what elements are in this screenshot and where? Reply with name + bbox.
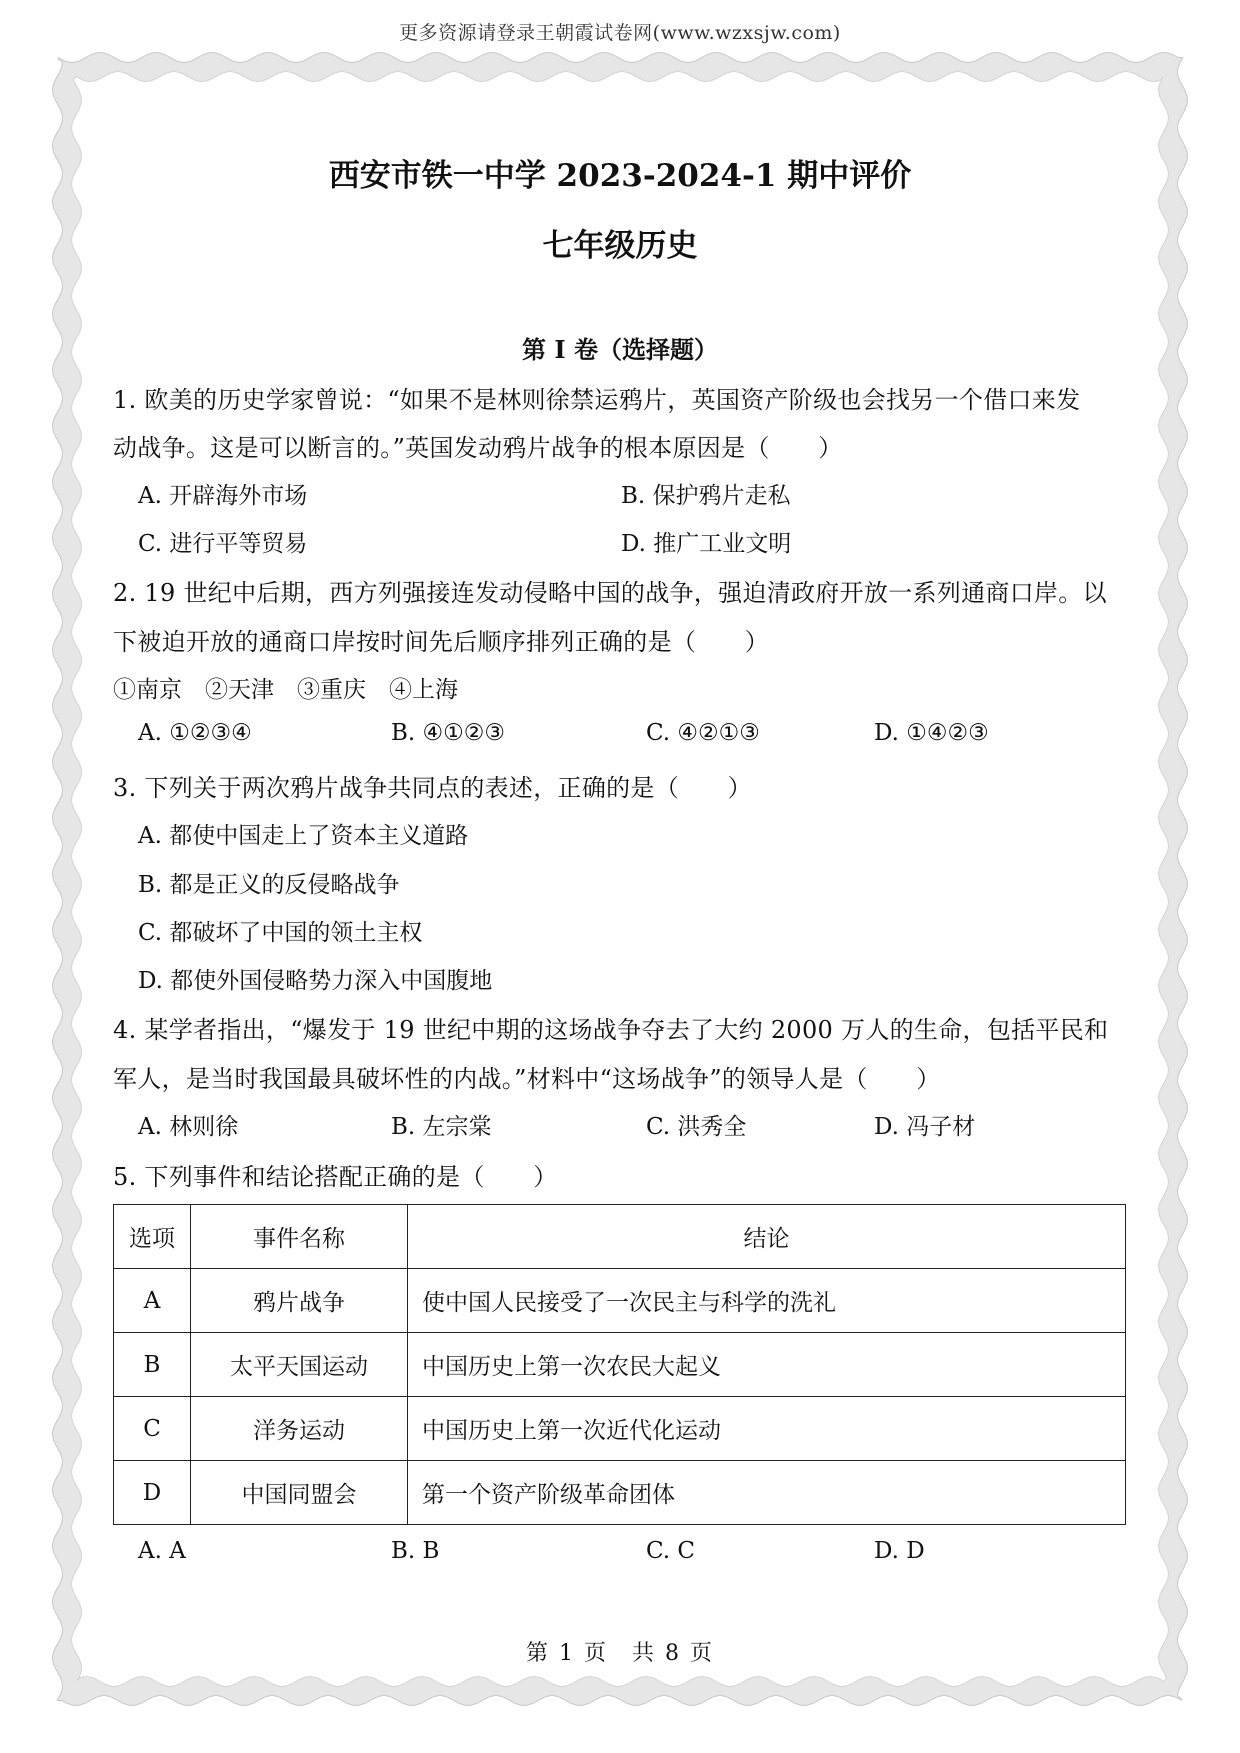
table-cell-conclusion: 中国历史上第一次近代化运动 [408,1397,1126,1461]
question-2-option-d: D. ①④②③ [874,720,989,746]
table-cell-conclusion: 使中国人民接受了一次民主与科学的洗礼 [408,1269,1126,1333]
question-5-option-b: B. B [391,1538,440,1564]
question-4-line-1: 4. 某学者指出，“爆发于 19 世纪中期的这场战争夺去了大约 2000 万人的生命，包括平民和 [113,1016,1109,1044]
table-header-row [114,1205,1126,1269]
question-2-option-b: B. ④①②③ [391,720,506,746]
question-2-line-2: 下被迫开放的通商口岸按时间先后顺序排列正确的是（ ） [113,628,770,656]
question-5-table [113,1204,1126,1525]
table-cell-event: 洋务运动 [191,1397,408,1461]
table-row [114,1397,1126,1461]
page-footer: 第 1 页 共 8 页 [526,1641,714,1666]
question-5-option-a: A. A [138,1538,186,1564]
question-4-line-2: 军人，是当时我国最具破坏性的内战。”材料中“这场战争”的领导人是（ ） [113,1065,941,1093]
question-1-option-c: C. 进行平等贸易 [138,531,308,557]
table-row [114,1461,1126,1525]
table-cell-option: B [114,1333,191,1397]
question-4-option-d: D. 冯子材 [874,1114,976,1140]
question-5-line-1: 5. 下列事件和结论搭配正确的是（ ） [113,1163,558,1191]
question-4-option-b: B. 左宗棠 [391,1114,492,1140]
question-2-items: ①南京 ②天津 ③重庆 ④上海 [113,677,458,703]
question-2-line-1: 2. 19 世纪中后期，西方列强接连发动侵略中国的战争，强迫清政府开放一系列通商口岸。以 [113,579,1107,607]
table-cell-option: C [114,1397,191,1461]
exam-title: 西安市铁一中学 2023-2024-1 期中评价 [328,158,912,194]
table-cell-conclusion: 第一个资产阶级革命团体 [408,1461,1126,1525]
exam-subtitle: 七年级历史 [542,228,698,264]
table-cell-option: D [114,1461,191,1525]
question-3-option-a: A. 都使中国走上了资本主义道路 [138,823,469,849]
question-3-option-b: B. 都是正义的反侵略战争 [138,872,400,898]
table-cell-event: 中国同盟会 [191,1461,408,1525]
table-header-cell: 选项 [114,1205,191,1269]
table-row [114,1333,1126,1397]
question-4-option-c: C. 洪秀全 [646,1114,747,1140]
question-2-option-c: C. ④②①③ [646,720,760,746]
table-header-cell: 事件名称 [191,1205,408,1269]
table-header-cell: 结论 [408,1205,1126,1269]
table-row [114,1269,1126,1333]
question-1-option-d: D. 推广工业文明 [621,531,792,557]
table-cell-conclusion: 中国历史上第一次农民大起义 [408,1333,1126,1397]
question-5-option-d: D. D [874,1538,925,1564]
question-3-option-d: D. 都使外国侵略势力深入中国腹地 [138,968,493,994]
question-5-option-c: C. C [646,1538,695,1564]
question-1-option-a: A. 开辟海外市场 [138,483,308,509]
question-4-option-a: A. 林则徐 [138,1114,239,1140]
question-2-option-a: A. ①②③④ [138,720,252,746]
section-heading: 第 I 卷（选择题） [522,335,718,364]
question-1-option-b: B. 保护鸦片走私 [621,483,791,509]
question-3-option-c: C. 都破坏了中国的领土主权 [138,920,423,946]
table-cell-option: A [114,1269,191,1333]
watermark-text: 更多资源请登录王朝霞试卷网(www.wzxsjw.com) [399,22,841,44]
question-1-line-1: 1. 欧美的历史学家曾说：“如果不是林则徐禁运鸦片，英国资产阶级也会找另一个借口来发 [113,386,1081,414]
table-cell-event: 鸦片战争 [191,1269,408,1333]
table-cell-event: 太平天国运动 [191,1333,408,1397]
question-3-line-1: 3. 下列关于两次鸦片战争共同点的表述，正确的是（ ） [113,774,752,802]
question-1-line-2: 动战争。这是可以断言的。”英国发动鸦片战争的根本原因是（ ） [113,434,843,462]
